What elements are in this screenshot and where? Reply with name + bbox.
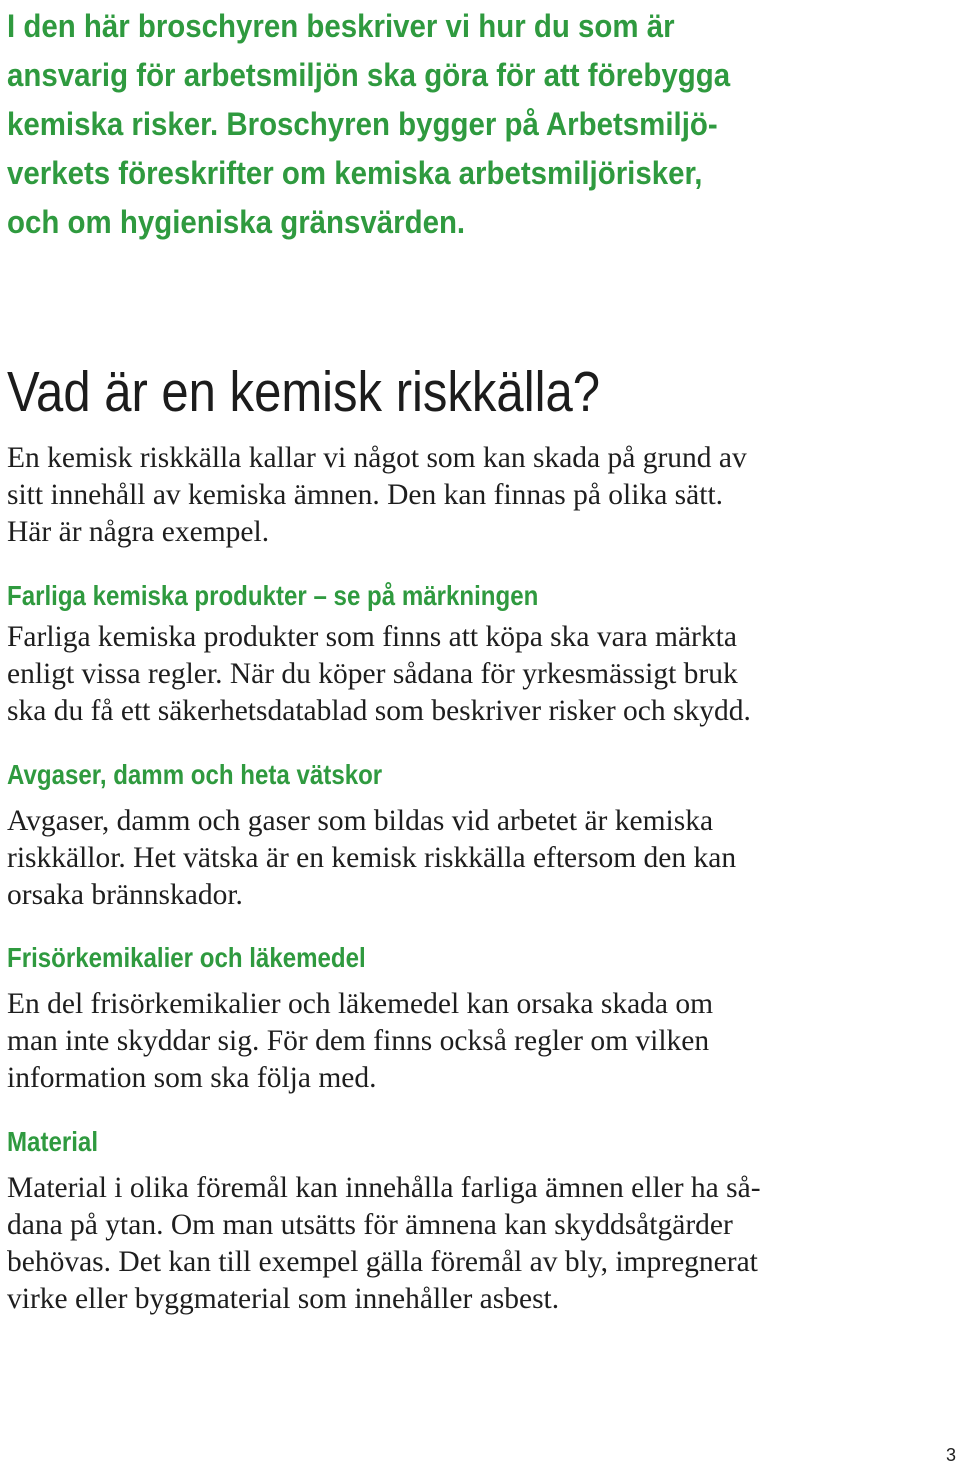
section-text-farliga-produkter: Farliga kemiska produkter som finns att köpa ska vara märkta enligt vissa regler. När du köper sådana för yrkesmässigt bruk ska du få ett säkerhetsdatablad som beskriver risker och skydd. (7, 621, 751, 727)
section-heading-frisorkemikalier: Frisörkemikalier och läkemedel (7, 942, 366, 973)
section-text-frisorkemikalier: En del frisörkemikalier och läkemedel kan orsaka skada om man inte skyddar sig. För dem finns också regler om vilken information som ska följa med. (7, 988, 714, 1094)
intro-paragraph: I den här broschyren beskriver vi hur du som är ansvarig för arbetsmiljön ska göra för att förebygga kemiska risker. Broschyren bygger på Arbetsmiljö- verkets föreskrifter om kemiska arbetsmiljörisker, och om hygieniska gränsvärden. (7, 8, 731, 240)
page-title: Vad är en kemisk riskkälla? (7, 360, 601, 424)
section-text-avgaser: Avgaser, damm och gaser som bildas vid arbetet är kemiska riskkällor. Het vätska är en kemisk riskkälla eftersom den kan orsaka brännskador. (7, 805, 737, 911)
page-number: 3 (945, 1445, 956, 1465)
main-paragraph: En kemisk riskkälla kallar vi något som kan skada på grund av sitt innehåll av kemiska ämnen. Den kan finnas på olika sätt. Här är några exempel. (7, 442, 747, 548)
section-text-material: Material i olika föremål kan innehålla farliga ämnen eller ha så- dana på ytan. Om man utsätts för ämnena kan skyddsåtgärder behövas. Det kan till exempel gälla föremål av bly, impregnerat virke eller byggmaterial som innehåller asbest. (7, 1172, 761, 1315)
section-heading-material: Material (7, 1126, 99, 1157)
section-heading-avgaser: Avgaser, damm och heta vätskor (7, 759, 383, 790)
section-heading-farliga-produkter: Farliga kemiska produkter – se på märkningen (7, 580, 539, 611)
